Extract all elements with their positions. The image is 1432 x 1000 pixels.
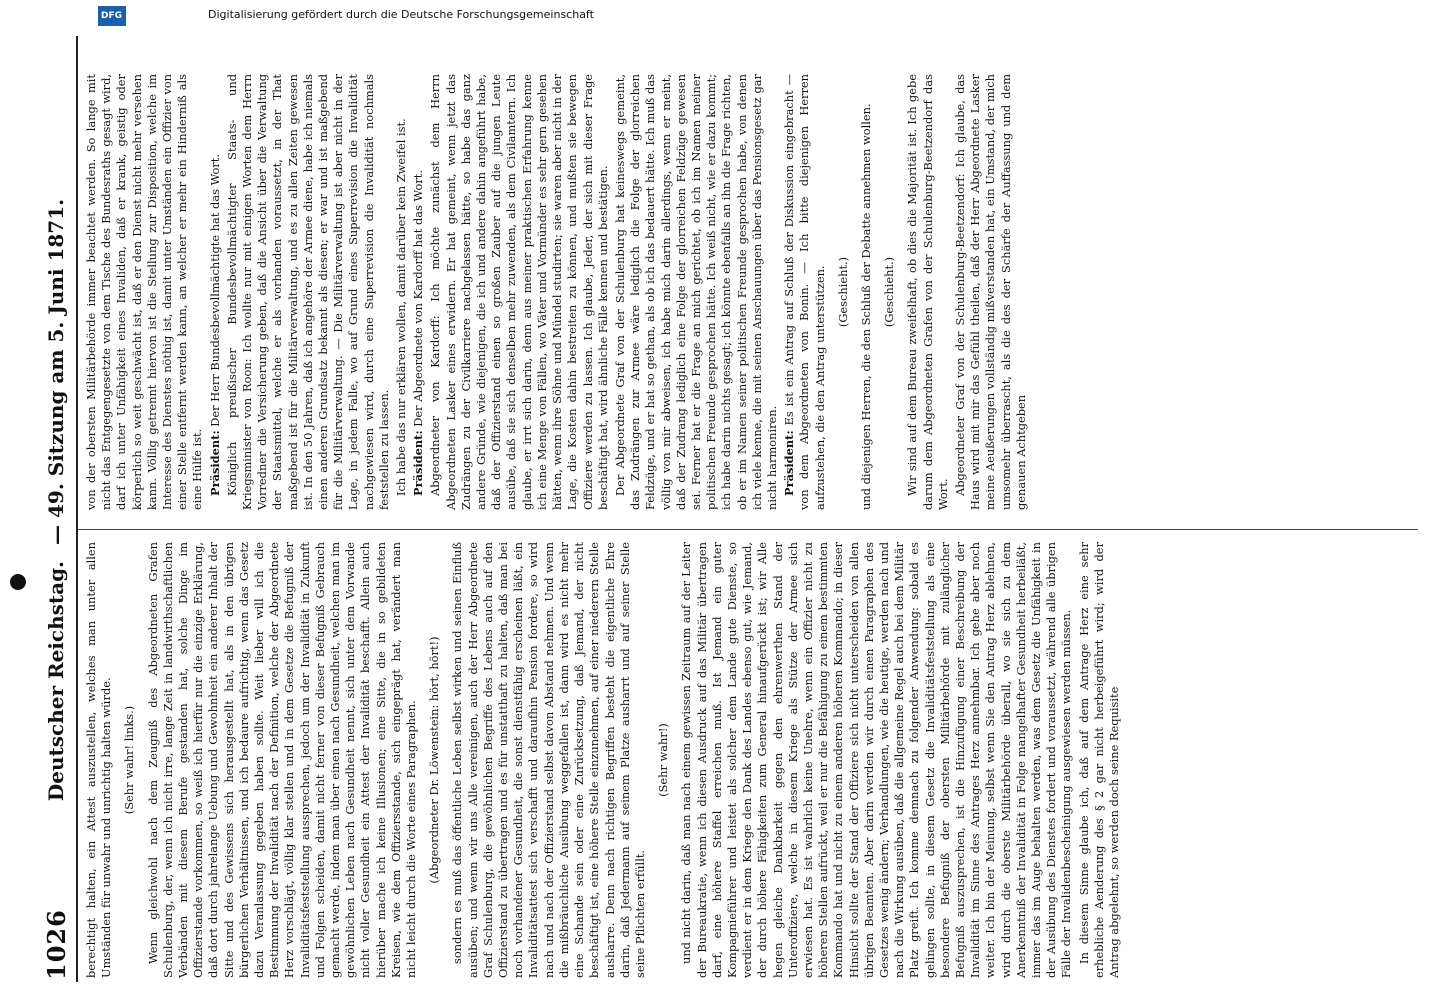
- paragraph: [225, 74, 392, 510]
- publication-title: Deutscher Reichstag.: [44, 560, 68, 802]
- paragraph: [394, 74, 409, 510]
- paragraph: [146, 542, 420, 978]
- scan-hole-mark: [10, 574, 26, 590]
- paragraph-text: Ich habe das nur erklären wollen, damit darüber kein Zweifel ist.: [394, 118, 409, 496]
- paragraph-text: (Abgeordneter Dr. Löwenstein: hört, hört!): [427, 636, 442, 884]
- session-title: — 49. Sitzung am 5. Juni 1871.: [44, 198, 68, 545]
- paragraph-text: Wir sind auf dem Bureau zweifelhaft, ob dies die Majorität ist. Ich gebe darum dem Abgeordneten Grafen von der Schulenburg-Beetzendorf das Wort.: [905, 74, 950, 510]
- paragraph-text: In diesem Sinne glaube ich, daß auf dem Antrage Herz eine sehr erhebliche Aenderung des § 2 gar nicht herbeigeführt wird; wird der Antrag abgelehnt, so werden doch seine Requisite: [1076, 542, 1121, 978]
- paragraph: [1077, 542, 1123, 978]
- paragraph: [905, 74, 951, 510]
- speaker-paragraph: [782, 74, 828, 510]
- stage-direction: [427, 542, 442, 978]
- paragraph-text: Der Abgeordnete Graf von der Schulenburg hat keineswegs gemeint, das Zudrängen zur Armee wäre lediglich die Folge der glorreichen Feldzüge, und er hat so gethan, als ob ich das bedauert hätte. Ich muß das völlig von mir abweisen, ich habe mich darin allerdings, wenn er meint, daß der Zudrang lediglich eine Folge der glorreichen Feldzüge gewesen sei. Ferner hat er die Frage an mich gerichtet, ob ich im Namen meiner politischen Freunde gesprochen hätte. Ich weiß nicht, wie er dazu kommt; ich habe darin nichts gesagt; ich könnte ebenfalls an ihn die Frage richten, ob er im Namen seiner politischen Freunde gesprochen habe, von denen ich viele kenne, die mit seinen Anschauungen über das Pensionsgesetz gar nicht harmoniren.: [612, 74, 779, 510]
- paragraph: [953, 74, 1029, 510]
- page-number: 1026: [42, 909, 71, 980]
- paragraph-text: und nicht darin, daß man nach einem gewissen Zeitraum auf der Leiter der Bureaukratie, wenn ich diesen Ausdruck auf das Militär übertragen darf, eine höhere Staffel erreichen muß. Ist Jemand ein guter Kompagnieführer und leistet als solcher dem Lande gute Dienste, so verdient er in dem Kriege den Dank des Landes ebenso gut, wie Jemand, der durch höhere Fähigkeiten zum General hinaufgerückt ist; wir Alle hegen gleiche Dankbarkeit gegen den ehrenwerthen Stand der Unteroffiziere, welche in diesem Kriege als Stütze der Armee sich erwiesen hat. Es ist wahrlich keine Unehre, wenn ein Offizier nicht zu höheren Stellen aufrückt, weil er nur die Befähigung zu einem bestimmten Kommando hat und nicht zu einem anderen höheren Kommando; in dieser Hinsicht sollte der Stand der Offiziere sich nicht unterscheiden von allen übrigen Beamten. Aber darin werden wir durch einen Paragraphen des Gesetzes wenig ändern; Verhandlungen, wie die heutige, werden nach und nach die Wirkung ausüben, daß die allgemeine Regel auch bei dem Militär Platz greift. Ich komme demnach zu folgender Anwendung: sobald es gelingen sollte, in diesem Gesetz die Invaliditätsfeststellung als eine besondere Befugniß der obersten Militärbehörde mit zulänglicher Befugniß auszusprechen, ist die Hinzufügung einer Beschreibung der Invalidität im Sinne des Antrages Herz annehmbar. Ich gehe aber noch weiter. Ich bin der Meinung, selbst wenn Sie den Antrag Herz ablehnen, wird durch die oberste Militärbehörde überall, wo sie sich zu dem Anerkenntniß der Invalidität in Folge mangelhafter Gesundheit herbeiläßt, immer das im Auge behalten werden, was dem Gesetz die Unfähigkeit in der Ausübung des Dienstes fordert und voraussetzt, während alle übrigen Fälle der Invalidenbescheinigung ausgewiesen werden müssen.: [679, 542, 1074, 978]
- paragraph-text: Wenn gleichwohl nach dem Zeugniß des Abgeordneten Grafen Schulenburg, der, wenn ich nicht irre, lange Zeit in landwirthschaftlichen Verbänden mit diesem Berufe gestanden hat, solche Dinge im Offizierstande vorkommen, so weiß ich hierfür nur die einzige Erklärung, daß dort durch jahrelange Uebung und Gewohnheit ein anderer Inhalt der Sitte und des Gewissens sich herausgestellt hat, als in den übrigen bürgerlichen Verhältnissen, und ich bedaure aufrichtig, wenn das Gesetz dazu Veranlassung gegeben haben sollte. Weit lieber will ich die Bestimmung der Invalidität nach der Definition, welche der Abgeordnete Herz vorschlägt, völlig klar stellen und in dem Gesetze die Befugniß der Invaliditätsfeststellung aussprechen, jedoch um der Invalidität in Zukunft und Folgen scheiden, damit nicht ferner von dieser Befugniß Gebrauch gemacht werde, indem man über einen nach Gesundheit, welchen man im gewöhnlichen Leben nach Gesundheit nennt, sich unter dem Vorwande nicht voller Gesundheit ein Attest der Invalidität beschafft. Allein auch hierüber mache ich keine Illusionen; eine Sitte, die in so gebildeten Kreisen, wie dem Offiziersstande, sich eingeprägt hat, verändert man nicht leicht durch die Worte eines Paragraphen.: [145, 542, 419, 978]
- paragraph-text: (Sehr wahr!): [656, 723, 671, 797]
- paragraph-text: Es ist ein Antrag auf Schluß der Diskussion eingebracht — von dem Abgeordneten von Bonin. — Ich bitte diejenigen Herren aufzustehen, die den Antrag unterstützen.: [782, 74, 827, 510]
- paragraph: [450, 542, 648, 978]
- stage-direction: [836, 74, 851, 510]
- stage-direction: [656, 542, 671, 978]
- right-text-column: [84, 74, 1031, 510]
- paragraph-text: berechtigt halten, ein Attest auszustellen, welches man unter allen Umständen für unwahr und unrichtig halten würde.: [84, 542, 114, 978]
- paragraph-text: (Sehr wahr! links.): [122, 705, 137, 815]
- speaker-label: Präsident:: [207, 430, 222, 496]
- paragraph-continuation: [84, 542, 114, 978]
- dfg-logo: DFG: [98, 6, 126, 26]
- paragraph-continuation: [859, 74, 874, 510]
- digitization-attribution: Digitalisierung gefördert durch die Deutsche Forschungsgemeinschaft: [208, 8, 594, 21]
- paragraph-text: Abgeordneter Graf von der Schulenburg-Beetzendorf: Ich glaube, das Haus wird mit mir das Gefühl theilen, daß der Herr Abgeordnete Lasker meine Aeußerungen vollständig mißverstanden hat, ein Umstand, der mich umsomehr überrascht, als die des der Schärfe der Auffassung und dem genauen Achtgeben: [952, 74, 1028, 510]
- header-rule: [76, 36, 78, 982]
- paragraph-text: von der obersten Militärbehörde immer beachtet werden. So lange mit nicht das Entgegengesetzte von dem Tische des Bundesraths gesagt wird, darf ich unter Unfähigkeit eines Invaliden, daß er krank, geistig oder körperlich so weit geschwächt ist, daß er den Dienst nicht mehr versehen kann. Völlig getrennt hiervon ist die Stellung zur Disposition, welche im Interesse des Dienstes nöthig ist, damit unter Umständen ein Offizier von einer Stelle entfernt werden kann, an welcher er mehr ein Hinderniß als eine Hülfe ist.: [84, 74, 205, 510]
- paragraph: [613, 74, 780, 510]
- speaker-label: Präsident:: [411, 430, 426, 496]
- paragraph-text: Der Abgeordnete von Kardorff hat das Wort.: [411, 170, 426, 427]
- paragraph-text: und diejenigen Herren, die den Schluß der Debatte annehmen wollen.: [858, 103, 873, 510]
- speaker-paragraph: [411, 74, 426, 510]
- paragraph-text: Abgeordneter von Kardorff: Ich möchte zunächst dem Herrn Abgeordneten Lasker eines erwidern. Er hat gemeint, wenn jetzt das Zudrängen zu der Civilkarriere nachgelassen hätte, so habe das ganz andere Gründe, wie diejenigen, die ich und andere dahin angeführt habe, daß der Offizierstand einen so großen Zauber auf die jungen Leute ausübe, daß sie sich denselben mehr zuwenden, als dem Civilamtern. Ich glaube, er irrt sich darin, denn aus meiner praktischen Erfahrung kenne ich eine Menge von Fällen, wo Väter und Vormünder es sehr gern gesehen hätten, wenn ihre Söhne und Mündel studirten; sie waren aber nicht in der Lage, die Kosten dahin bestreiten zu können, und mußten sie bewegen Offiziere werden zu lassen. Ich glaube, Jeder, der sich mit dieser Frage beschäftigt hat, wird ähnliche Fälle kennen und bestätigen.: [428, 74, 610, 510]
- speaker-paragraph: [208, 74, 223, 510]
- paragraph: [679, 542, 1074, 978]
- stage-direction: [122, 542, 137, 978]
- stage-direction: [882, 74, 897, 510]
- paragraph-continuation: [84, 74, 206, 510]
- paragraph-text: (Geschieht.): [835, 256, 850, 328]
- paragraph-text: Königlich preußischer Bundesbevollmächtigter Staats- und Kriegsminister von Roon: Ich wollte nur mit einigen Worten dem Herrn Vorredner die Versicherung geben, daß die Ansicht über die Verwaltung der Staatsmittel, welche er als vorhanden voraussetzt, in der That maßgebend ist für die Militärverwaltung, und es zu allen Zeiten gewesen ist. In den 50 Jahren, daß ich angehöre der Armee diene, habe ich niemals einen anderen Grundsatz bekannt als diesen; er war und ist maßgebend für die Militärverwaltung. — Die Militärverwaltung ist aber nicht in der Lage, in jedem Falle, wo auf Grund eines Superrevision die Invalidität nachgewiesen wird, durch eine Superrevision die Invalidität nochmals feststellen zu lassen.: [224, 74, 391, 510]
- page-header: [42, 0, 72, 1000]
- digitization-sidebar: [98, 4, 1388, 30]
- column-divider: [78, 529, 1418, 530]
- running-title: [44, 0, 68, 1000]
- paragraph-text: sondern es muß das öffentliche Leben selbst wirken und seinen Einfluß ausüben; und wenn wir uns Alle vereinigen, auch der Herr Abgeordnete Graf Schulenburg, die gewöhnlichen Begriffe des Lebens auch auf den Offizierstand zu übertragen und es für unstatthaft zu halten, daß man bei noch vorhandener Gesundheit, die sonst dienstfähig erscheinen läßt, ein Invaliditätsattest sich verschafft und daraufhin Pension fordere, so wird nach und nach der Offizierstand selbst davon Abstand nehmen. Und wenn die mißbräuchliche Ausübung weggefallen ist, dann wird es nicht mehr eine Schande sein oder eine Zurücksetzung, daß Jemand, der nicht beschäftigt ist, eine höhere Stelle einzunehmen, auf einer niederern Stelle ausharre. Denn nach richtigen Begriffen besteht die eigentliche Ehre darin, daß Jedermann auf seinem Platze ausharrt und auf seiner Stelle seine Pflichten erfüllt.: [450, 542, 647, 978]
- paragraph-text: Der Herr Bundesbevollmächtigte hat das Wort.: [207, 153, 222, 427]
- left-text-column: [84, 542, 1124, 978]
- paragraph-text: (Geschieht.): [882, 256, 897, 328]
- paragraph: [428, 74, 610, 510]
- speaker-label: Präsident:: [782, 430, 797, 496]
